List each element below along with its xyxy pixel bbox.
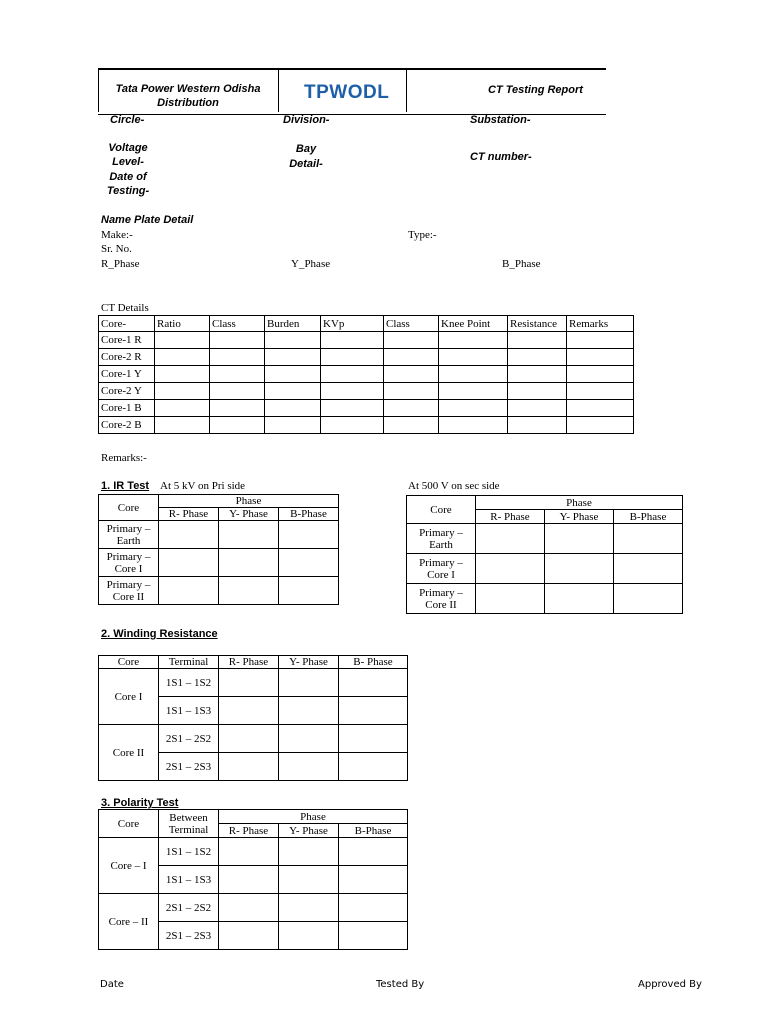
report-title: CT Testing Report (488, 84, 583, 96)
ir-cell[interactable] (219, 521, 279, 549)
winding-terminal: 2S1 – 2S3 (159, 753, 219, 781)
ct-cell[interactable] (155, 366, 210, 383)
polarity-cell[interactable] (279, 838, 339, 866)
winding-cell[interactable] (219, 753, 279, 781)
ct-details-table (98, 315, 634, 434)
ct-cell[interactable] (210, 383, 265, 400)
polarity-cell[interactable] (279, 866, 339, 894)
ir-pri-r-phase: R- Phase (159, 508, 219, 521)
ir-sec-table (406, 495, 683, 614)
polarity-cell[interactable] (219, 866, 279, 894)
ct-cell[interactable] (155, 349, 210, 366)
ir-pri-y-phase: Y- Phase (219, 508, 279, 521)
ct-number-label: CT number- (470, 151, 532, 163)
table-row (99, 383, 634, 400)
substation-label: Substation- (470, 114, 531, 126)
table-row (407, 554, 683, 584)
ct-cell[interactable] (439, 332, 508, 349)
name-plate-title: Name Plate Detail (101, 214, 194, 226)
ct-cell[interactable] (384, 349, 439, 366)
ct-cell[interactable] (321, 349, 384, 366)
winding-terminal: 2S1 – 2S2 (159, 725, 219, 753)
ct-header-remarks: Remarks (567, 316, 634, 332)
ir-cell[interactable] (476, 584, 545, 614)
winding-cell[interactable] (279, 697, 339, 725)
ct-cell[interactable] (265, 349, 321, 366)
table-row (99, 549, 339, 577)
winding-cell[interactable] (339, 753, 408, 781)
ct-cell[interactable] (439, 417, 508, 434)
table-row (99, 725, 408, 753)
polarity-core-2: Core – II (99, 894, 159, 950)
ct-header-burden: Burden (265, 316, 321, 332)
ct-header-core: Core- (99, 316, 155, 332)
ct-cell[interactable] (265, 417, 321, 434)
winding-cell[interactable] (219, 725, 279, 753)
table-row (99, 521, 339, 549)
ct-cell[interactable] (321, 383, 384, 400)
ir-cell[interactable] (279, 549, 339, 577)
footer-approved-by: Approved By (638, 979, 702, 990)
ct-cell[interactable] (508, 349, 567, 366)
ct-details-title: CT Details (101, 302, 149, 314)
ir-sec-r-phase: R- Phase (476, 510, 545, 524)
winding-header-terminal: Terminal (159, 656, 219, 669)
polarity-cell[interactable] (219, 838, 279, 866)
company-name: Tata Power Western Odisha Distribution (115, 83, 261, 109)
ct-cell[interactable] (439, 366, 508, 383)
winding-cell[interactable] (279, 669, 339, 697)
winding-cell[interactable] (219, 697, 279, 725)
polarity-cell[interactable] (219, 922, 279, 950)
ir-pri-note: At 5 kV on Pri side (160, 480, 246, 492)
ct-cell[interactable] (321, 400, 384, 417)
polarity-terminal: 2S1 – 2S2 (159, 894, 219, 922)
table-row (99, 838, 408, 866)
winding-core-1: Core I (99, 669, 159, 725)
ct-row-label: Core-1 B (99, 400, 155, 417)
polarity-phase-header: Phase (219, 810, 408, 824)
table-row (99, 366, 634, 383)
ir-sec-row-label: Primary – Core II (407, 584, 476, 614)
ct-cell[interactable] (567, 400, 634, 417)
polarity-cell[interactable] (279, 922, 339, 950)
winding-cell[interactable] (279, 725, 339, 753)
ir-cell[interactable] (159, 521, 219, 549)
ct-row-label: Core-1 Y (99, 366, 155, 383)
winding-cell[interactable] (339, 697, 408, 725)
winding-header-r-phase: R- Phase (219, 656, 279, 669)
division-label: Division- (283, 114, 330, 126)
ct-cell[interactable] (155, 400, 210, 417)
ct-cell[interactable] (567, 332, 634, 349)
winding-table (98, 655, 408, 781)
table-row (99, 894, 408, 922)
ct-cell[interactable] (265, 366, 321, 383)
ir-cell[interactable] (279, 577, 339, 605)
ct-cell[interactable] (567, 417, 634, 434)
winding-title: 2. Winding Resistance (101, 628, 218, 640)
ir-sec-note: At 500 V on sec side (408, 480, 500, 492)
polarity-title: 3. Polarity Test (101, 797, 179, 809)
table-row (99, 332, 634, 349)
polarity-core-header: Core (99, 810, 159, 838)
polarity-cell[interactable] (339, 922, 408, 950)
winding-cell[interactable] (219, 669, 279, 697)
polarity-between-header: Between Terminal (159, 810, 219, 838)
ct-header-class: Class (210, 316, 265, 332)
ct-header-knee-point: Knee Point (439, 316, 508, 332)
ct-cell[interactable] (321, 366, 384, 383)
ir-sec-b-phase: B-Phase (614, 510, 683, 524)
ct-cell[interactable] (508, 417, 567, 434)
ct-cell[interactable] (508, 332, 567, 349)
winding-header-core: Core (99, 656, 159, 669)
ir-cell[interactable] (219, 549, 279, 577)
ir-cell[interactable] (614, 584, 683, 614)
ct-cell[interactable] (439, 349, 508, 366)
ct-cell[interactable] (265, 332, 321, 349)
polarity-terminal: 1S1 – 1S2 (159, 838, 219, 866)
table-row (99, 669, 408, 697)
tpwodl-logo: TPWODL (304, 82, 390, 103)
footer-tested-by: Tested By (376, 979, 425, 990)
ct-cell[interactable] (155, 332, 210, 349)
winding-terminal: 1S1 – 1S3 (159, 697, 219, 725)
sr-no-label: Sr. No. (101, 243, 132, 255)
ir-pri-table (98, 494, 339, 605)
r-phase-label: R_Phase (101, 258, 140, 270)
ct-cell[interactable] (384, 366, 439, 383)
ir-pri-b-phase: B-Phase (279, 508, 339, 521)
polarity-cell[interactable] (339, 866, 408, 894)
header-divider-2 (406, 68, 407, 112)
ct-cell[interactable] (384, 400, 439, 417)
ir-sec-row-label: Primary – Earth (407, 524, 476, 554)
ct-row-label: Core-2 Y (99, 383, 155, 400)
ir-cell[interactable] (279, 521, 339, 549)
header-left-border (98, 68, 99, 112)
table-row (99, 577, 339, 605)
ct-cell[interactable] (567, 349, 634, 366)
circle-label: Circle- (110, 114, 145, 126)
ct-cell[interactable] (321, 417, 384, 434)
ir-cell[interactable] (219, 577, 279, 605)
ir-sec-core-header: Core (407, 496, 476, 524)
ct-row-label: Core-2 B (99, 417, 155, 434)
winding-header-b-phase: B- Phase (339, 656, 408, 669)
ir-cell[interactable] (545, 584, 614, 614)
type-label: Type:- (408, 229, 437, 241)
ct-cell[interactable] (210, 417, 265, 434)
ct-cell[interactable] (567, 366, 634, 383)
ir-cell[interactable] (476, 524, 545, 554)
b-phase-label: B_Phase (502, 258, 541, 270)
remarks-label: Remarks:- (101, 452, 147, 464)
polarity-terminal: 1S1 – 1S3 (159, 866, 219, 894)
ct-header-class-2: Class (384, 316, 439, 332)
ct-header-resistance: Resistance (508, 316, 567, 332)
footer-date: Date (100, 979, 124, 990)
ir-cell[interactable] (159, 549, 219, 577)
polarity-cell[interactable] (279, 894, 339, 922)
ct-cell[interactable] (508, 383, 567, 400)
y-phase-label: Y_Phase (291, 258, 331, 270)
polarity-r-phase: R- Phase (219, 824, 279, 838)
ct-cell[interactable] (439, 383, 508, 400)
ct-cell[interactable] (384, 383, 439, 400)
ct-cell[interactable] (155, 417, 210, 434)
winding-core-2: Core II (99, 725, 159, 781)
voltage-level-label: Voltage Level- (108, 142, 148, 168)
ct-cell[interactable] (265, 400, 321, 417)
ct-cell[interactable] (439, 400, 508, 417)
ct-cell[interactable] (210, 332, 265, 349)
table-row (99, 349, 634, 366)
winding-cell[interactable] (279, 753, 339, 781)
polarity-cell[interactable] (339, 894, 408, 922)
ir-sec-y-phase: Y- Phase (545, 510, 614, 524)
polarity-cell[interactable] (339, 838, 408, 866)
ct-cell[interactable] (508, 400, 567, 417)
ct-header-kvp: KVp (321, 316, 384, 332)
ct-cell[interactable] (210, 400, 265, 417)
ct-cell[interactable] (210, 366, 265, 383)
ct-cell[interactable] (210, 349, 265, 366)
ir-sec-row-label: Primary – Core I (407, 554, 476, 584)
ct-row-label: Core-1 R (99, 332, 155, 349)
ir-cell[interactable] (159, 577, 219, 605)
polarity-y-phase: Y- Phase (279, 824, 339, 838)
winding-terminal: 1S1 – 1S2 (159, 669, 219, 697)
winding-cell[interactable] (339, 725, 408, 753)
ct-cell[interactable] (567, 383, 634, 400)
table-row (99, 400, 634, 417)
polarity-b-phase: B-Phase (339, 824, 408, 838)
ir-pri-row-label: Primary – Core I (99, 549, 159, 577)
polarity-terminal: 2S1 – 2S3 (159, 922, 219, 950)
ir-pri-row-label: Primary – Core II (99, 577, 159, 605)
ir-pri-phase-header: Phase (159, 495, 339, 508)
table-row (99, 417, 634, 434)
winding-header-y-phase: Y- Phase (279, 656, 339, 669)
polarity-core-1: Core – I (99, 838, 159, 894)
ir-sec-phase-header: Phase (476, 496, 683, 510)
ir-cell[interactable] (614, 524, 683, 554)
ct-cell[interactable] (321, 332, 384, 349)
ct-cell[interactable] (508, 366, 567, 383)
make-label: Make:- (101, 229, 133, 241)
ir-test-title: 1. IR Test (101, 480, 150, 492)
bay-detail-label: Bay Detail- (289, 143, 323, 170)
ir-cell[interactable] (614, 554, 683, 584)
table-row (407, 584, 683, 614)
table-row (407, 524, 683, 554)
ct-header-ratio: Ratio (155, 316, 210, 332)
ir-pri-row-label: Primary – Earth (99, 521, 159, 549)
ir-pri-core-header: Core (99, 495, 159, 521)
ir-cell[interactable] (476, 554, 545, 584)
winding-cell[interactable] (339, 669, 408, 697)
ir-cell[interactable] (545, 524, 614, 554)
header-divider-1 (278, 68, 279, 112)
polarity-cell[interactable] (219, 894, 279, 922)
ct-cell[interactable] (384, 417, 439, 434)
ir-cell[interactable] (545, 554, 614, 584)
ct-cell[interactable] (155, 383, 210, 400)
ct-cell[interactable] (265, 383, 321, 400)
date-of-testing-label: Date of Testing- (106, 171, 150, 197)
ct-row-label: Core-2 R (99, 349, 155, 366)
ct-cell[interactable] (384, 332, 439, 349)
polarity-table (98, 809, 408, 950)
